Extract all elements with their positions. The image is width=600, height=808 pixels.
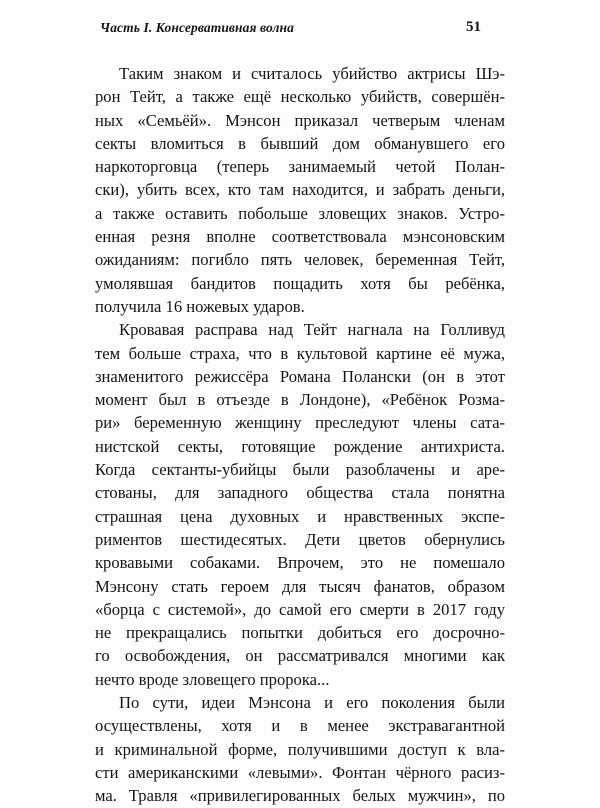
text-line: страшная цена духовных и нравственных экспе- [95, 506, 505, 526]
paragraph-3 [95, 691, 505, 807]
text-line: По сути, идеи Мэнсона и его поколения были [119, 693, 505, 713]
text-line: Кровавая расправа над Тейт нагнала на Голливуд [119, 320, 505, 340]
text-line: кровавыми собаками. Впрочем, это не помешало [95, 553, 505, 573]
text-line: нечто вроде зловещего пророка... [95, 669, 330, 689]
text-line: наркоторговца (теперь занимаемый четой Полан- [95, 157, 505, 177]
paragraph-2 [95, 318, 505, 691]
text-line: Таким знаком и считалось убийство актрисы Шэ- [119, 64, 505, 83]
text-line: ных «Семьёй». Мэнсон приказал четверым членам [95, 110, 505, 130]
text-line: сти американскими «левыми». Фонтан чёрного расиз- [95, 762, 505, 782]
text-line: Мэнсону стать героем для тысяч фанатов, образом [95, 576, 505, 596]
text-line: «борца с системой», до самой его смерти в 2017 году [95, 599, 505, 619]
text-line: ма. Травля «привилегированных белых мужчин», по [95, 786, 505, 806]
page-number: 51 [466, 19, 481, 35]
text-line: а также оставить побольше зловещих знаков. Устро- [95, 203, 505, 223]
text-line: момент был в отъезде в Лондоне), «Ребёнок Розма- [95, 390, 505, 410]
text-line: не прекращались попытки добиться его досрочно- [95, 623, 505, 643]
text-line: го освобождения, он рассматривался многими как [95, 646, 505, 666]
text-line: знаменитого режиссёра Романа Полански (он в этот [95, 366, 505, 386]
text-line: ри» беременную женщину преследуют члены сата- [95, 413, 505, 433]
text-line: ожиданиям: погибло пять человек, беременная Тейт, [95, 250, 505, 270]
text-line: Когда сектанты-убийцы были разоблачены и аре- [95, 460, 505, 480]
text-line: нистской секты, готовящие рождение антихриста. [95, 436, 505, 456]
text-line: осуществлены, хотя и в менее экстравагантной [95, 716, 505, 736]
paragraph-1 [95, 62, 505, 318]
body-text [95, 62, 505, 808]
text-line: стованы, для западного общества стала понятна [95, 483, 505, 503]
running-head: Часть I. Консервативная волна [100, 20, 294, 35]
text-line: секты вломиться в бывший дом обманувшего его [95, 133, 505, 153]
text-line: рон Тейт, а также ещё несколько убийств, совершён- [95, 87, 505, 107]
text-line: риментов шестидесятых. Дети цветов обернулись [95, 529, 505, 549]
text-line: енная резня вполне соответствовала мэнсоновским [95, 227, 505, 247]
text-line: получила 16 ножевых ударов. [95, 296, 305, 316]
text-line: ски), убить всех, кто там находится, и забрать деньги, [95, 180, 505, 200]
text-line: умолявшая бандитов пощадить хотя бы ребёнка, [95, 273, 505, 293]
text-line: тем больше страха, что в культовой картине её мужа, [95, 343, 505, 363]
text-line: и криминальной форме, получившими доступ к вла- [95, 739, 505, 759]
